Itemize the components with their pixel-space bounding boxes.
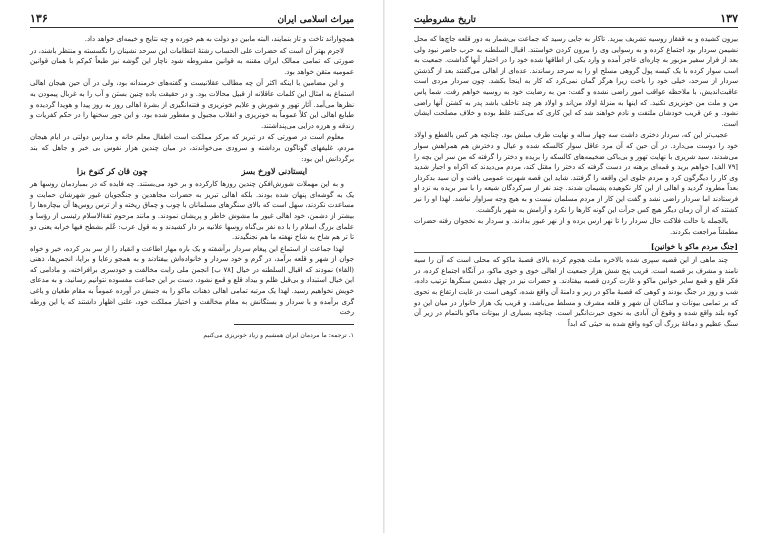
verse-hemistich: ایستادنی لاورخ بسز — [241, 166, 308, 177]
paragraph: بیرون کشیده و به قفقاز روسیه تشریف ببرید. تاکار به جایی رسید که جماعت بی‌شمار به دور قلعه جاچ‌ها که محل نشیمن سردار بود اجتماع کرده و به رسوایی وی را بیرون کردن خواستند. اقبال السلطنه به حرب حاضر نبود ولی بعد از فرار سفیر مزبور به چاره‌ای عاجز آمده و وارد یکی از اطاقها شده خود را در اختیار آنها گذاشت. جمعیت به اسب سوار کرده با یک کیسه پول گروهی مسلح او را به سرحد رساندند. عده‌ای از اهالی می‌گفتند بعد از گذشتن سردار از سرحد، خیلی خود را باخت زیرا هرگز گمان نمی‌کرد که کار به اینجا بکشد. چون سردار مردی است عاقبت‌اندیش، با ملاحظه عواقب امور راضی نشده و گفت: من به رضایت خود به روسیه خواهم رفت. شما پاس من و ملت من خونریزی نکنید. که اینها به منزلهٔ اولاد من‌اند و اولاد هر چند ناخلف باشد پدر به کشتن آنها راضی نشود. و عن قریب خودشان ملتفت و نادم خواهند شد که این کاری که می‌کنند غلط بوده و خلاف مصلحت ایشان است. — [414, 35, 738, 128]
paragraph: و این مضامین با اینکه اکثر آن چه مطالب عقلانیست و گفته‌های خرمندانه بود، ولی در آن حین هیجان اهالی استماع به امثال این کلمات عاقلانه از قبیل محالات بود. و در حقیقت باده چنین بستن و آب را به غربال پیمودن به نظرها می‌آمد. آثار تهور و شورش و علایم خونریزی و فتنه‌انگیزی از بشره‌ٔ اهالی روز به روز پیدا و هویدا گردیده و طبایع اهالی این کلاً عموماً به خونریزی و انقلاب مجبول و مفطور شده بود. و این جور سخنها را در حکم کفریات و زندقه و هرزه درایی می‌پنداشتند. — [30, 79, 354, 130]
paragraph: بالجمله با حالت فلاکت حال سردار را تا نهر ارس برده و از نهر عبور بدادند. و سردار به نخجوان رفته حضرات مطمئناً مراجعت بکردند. — [414, 217, 738, 236]
paragraph: معلوم است در صورتی که در تبریز که مرکز مملکت است اطفال معلم خانه و مدارس دولتی در ایام هیجان مردم، غلیفهای گوناگون برداشته و سرودی می‌خواندند، در میان چندین هزار نفوس بی خبر و جاهل که بند برگردانش این بود: — [30, 133, 354, 163]
verse-hemistich: چون قان کر کنوخ بزا — [76, 166, 148, 177]
section-title: [جنگ مردم ماکو با خوانین] — [414, 242, 738, 253]
paragraph: لهذا جماعت از استماع این پیغام سردار برآشفته و یک باره مهار اطاعت و انقیاد را از سر بدر کرده، خیر و خواه جوان از شهر و قلعه برآمد، در گرم و خود سردار و خانواده‌اش بیفتادند و به همجو رعایا و برایا، انجمن‌ها، ذهنی (القاء) نمودند که اقبال السلطنه در خیال [۷۸ ب] انجمن ملی رابت مخالفت و خودسری برافراخته، و مادامی که این خیال استبداد و بی‌قبل ظلم و بیداد قلع و قمع نشود، دست بر این جماعت مفسوده نتوانیم رسانید، و به مدعای خویش نخواهیم رسید. لهذا یک مرتبه تمامی اهالی ذهنات ماکو را به جنبش در آورده عموماً به مقام طغیان و یاغی گری برآمده و با سردار و بستگانش به مقام مخالفت و اختیار مملکت خود، علنی اظهار داشتند که یا این ورطه رخت — [30, 244, 354, 317]
paragraph: عجیب‌تر این که، سردار دختری داشت سه چهار ساله و نهایت طرف میلش بود. چنانچه هر کس بالقطع و اولاد خود را دوست می‌دارد. در آن حین که آن مرد عاقل سوار کالسکه شده و عیال و دخترش هم همراهش سوار می‌شدند، سید شریری با نهایت تهور و بی‌باکی ضخیمه‌های کالسکه را بریده و دختر را گرفته که من سر این بچه را [۷۹ الف] خواهم برید و قمه‌ای برهنه در دست گرفته که دختر را مقتل کند، مردم می‌دیدند که اکراه و اجبار شدید وی کار را دیگرگون کرد و مردم جلوی این واقعه را گرفتند. شاید این قصه شهرت عمومی یافت و آن سید بدکردار بعداً مطرود گردید و اهالی از این کار نکوهیده پشیمان شدند. چند نفر از سرکردگان شیعه را با سر بریده به نزد او فرستادند اما سردار راضی نشد و گفت این کار از مردم مسلمان نیست و به هیچ وجه سزاوار نباشد. لهذا او را نیز کشتند که از آن زمان دیگر هیچ کس جرأت این گونه کارها را نکرد و آرامش به شهر بازگشت. — [414, 131, 738, 214]
paragraph: همچواراند تاخت و تاز بنمایند، البته مابین دو دولت به هم خورده و چه نتایج و خیمه‌ای خواهد داد. — [84, 35, 354, 43]
verse-line — [30, 166, 354, 176]
footnote: ۱. ترجمه: ما مردمان ایران همشیم و زیاد خونریزی می‌کنیم — [203, 332, 354, 340]
page-number: ۱۳۶ — [30, 12, 48, 25]
right-page — [384, 0, 768, 533]
header-title: میراث اسلامی ایران — [277, 15, 354, 25]
footnote-divider — [234, 324, 354, 325]
page-header — [414, 12, 738, 28]
paragraph: چند ماهی از این قضیه سپری شده بالاخره ملت هجوم کرده بالای قصبهٔ ماکو که محلی است که آن را سیه نامند و مشرف بر قصبه است. قریب پنج شش هزار جمعیت از اهالی خوی و خوی ماکو، در آنگاه اجتماع کرده، در فکر قلع و قمع سایر خوانین ماکو و غارت کردن قصبه بیفتادند. و حضرات نیز در چهل دشمن سنگرها ترتیب داده، شب و روز در جنگ بودند و کوهی که قصبهٔ ماکو در زیر و دامنهٔ آن واقع شده، کوهی است در غایت ارتفاع به نحوی که بر تمامی بیوتات و ساکنان آن شهر و قلعه مشرف و مسلط می‌باشد، و قریب یک هزار خانوار در میان این دو کوه بلند واقع شده و وقوع آن آبادی به نحوی حیرت‌انگیز است. چنانچه بسیاری از بیوتات ماکو بالتمام در زیر آن سنگ عظیم و دماغهٔ بزرگ آن کوه واقع شده به حیثی که ابداً — [414, 256, 738, 328]
paragraph: و به این مهملات شورش‌افکن چندین روزها کارکرده و بر خود می‌بستند. چه فایده که در بمباردمان روسها هر یک به گوشه‌ای پنهان شده بودند. بلکه اهالی تبریز به حضرات مجاهدین و جنگجویان غیور شهرشان حمایت و مساعدت نکردند، سهل است که بالای سنگرهای مسلمانان با چوب و چماق ریخته و از ترس روس‌ها آن بیچاره‌ها را بیشتر از دشمن، خود اهالی غیور ما مشوش خاطر و پریشان نمودند. و مانند مرحوم ثقة‌الاسلام رئیسی از رؤسا و علمای بزرگ اسلام را با ده نفر بی‌گناه روسها علانیه بر دار کشیدند و به قول عرب: عُلم بشطح فیها خرابه یعنی دو تا تر هم شاخ به شاخ نهفته ما هم نجنگیدند. — [30, 180, 354, 242]
page-number: ۱۳۷ — [720, 12, 738, 25]
paragraph: لاجرم بهتر آن است که حضرات علی الحساب رشتهٔ انتظامات این سرحد نشینان را نگسسته و منتظر باشند، در صورتی که تمامی ممالک ایران مقننه به قوانین مشروطه شود ناچار این گوشه نیز طبعاً کم‌کم با همان قوانین عمومیه متقن خواهد بود. — [30, 46, 354, 76]
page-header — [30, 12, 354, 28]
header-title: تاریخ مشروطیت — [414, 15, 476, 25]
